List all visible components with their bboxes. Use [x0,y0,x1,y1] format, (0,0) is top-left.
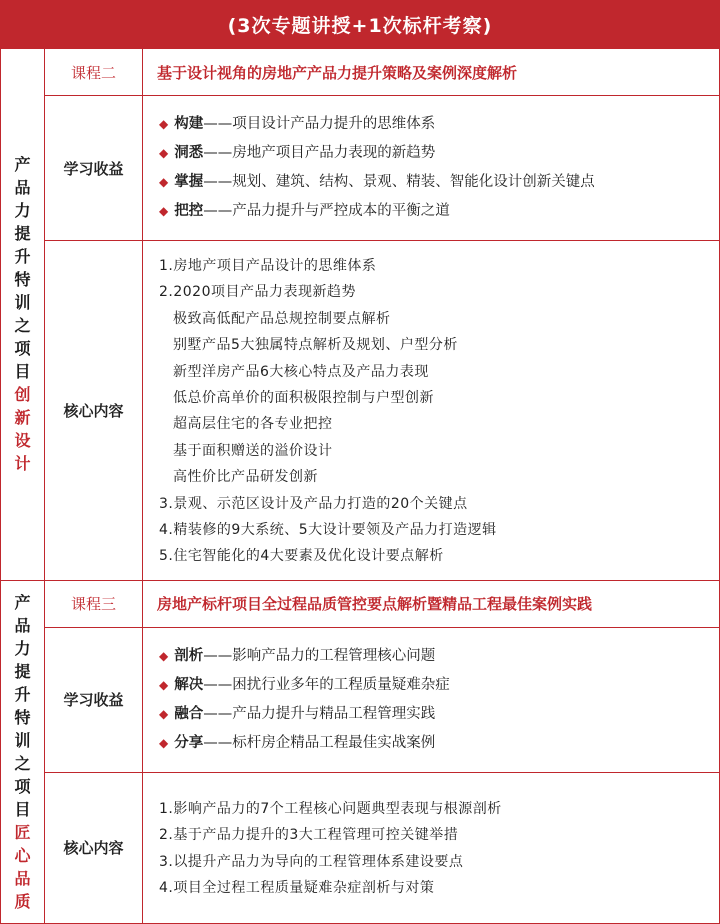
content-label-2: 核心内容 [45,772,143,923]
gain-text: ——产品力提升与严控成本的平衡之道 [203,203,450,219]
gain-item [159,197,705,226]
side-title-highlight-char: 创 [14,385,31,405]
gain-keyword: 剖析 [174,647,204,664]
content-line: 5.住宅智能化的4大要素及优化设计要点解析 [159,548,444,565]
gains-list-1 [143,96,720,241]
gains-label-2: 学习收益 [45,627,143,772]
gain-item [159,729,705,758]
side-title-char: 特 [14,270,31,290]
gain-text: ——规划、建筑、结构、景观、精装、智能化设计创新关键点 [203,174,595,190]
section-2-title-row [1,580,720,627]
side-title-highlight-char: 质 [14,891,31,911]
content-line: 4.项目全过程工程质量疑难杂症剖析与对策 [159,880,435,897]
course-3-label: 课程三 [45,580,143,627]
content-line: 别墅产品5大独属特点解析及规划、户型分析 [173,337,458,354]
diamond-bullet-icon: ◆ [159,175,169,189]
gains-label-1: 学习收益 [45,96,143,241]
diamond-bullet-icon: ◆ [159,735,169,750]
diamond-bullet-icon: ◆ [159,677,169,692]
side-title-char: 升 [14,247,31,267]
side-title-char: 品 [14,615,31,635]
side-title-char: 之 [14,316,31,336]
gain-keyword: 掌握 [174,174,204,190]
diamond-bullet-icon: ◆ [159,117,169,131]
section-2-gains-row [1,627,720,772]
gain-item [159,110,705,139]
side-title-char: 目 [14,799,31,819]
course-2-title: 基于设计视角的房地产产品力提升策略及案例深度解析 [143,49,720,96]
side-title-highlight-char: 品 [14,868,31,888]
header-title: (3次专题讲授+1次标杆考察) [227,14,493,37]
content-line: 超高层住宅的各专业把控 [173,416,333,433]
content-line: 低总价高单价的面积极限控制与户型创新 [173,390,434,407]
diamond-bullet-icon: ◆ [159,146,169,160]
side-title-highlight-char: 新 [14,408,31,428]
side-title-char: 力 [14,638,31,658]
page-header [0,0,720,48]
side-title-highlight-char: 心 [14,845,31,865]
gain-keyword: 把控 [174,203,204,219]
content-line: 3.以提升产品力为导向的工程管理体系建设要点 [159,853,464,870]
course-table [0,48,720,924]
side-title-char: 升 [14,684,31,704]
section-2-side-title [1,580,45,923]
side-title-highlight-char: 计 [14,454,31,474]
gain-text: ——影响产品力的工程管理核心问题 [203,647,436,664]
gain-text: ——项目设计产品力提升的思维体系 [203,116,436,132]
gain-text: ——困扰行业多年的工程质量疑难杂症 [203,676,450,693]
diamond-bullet-icon: ◆ [159,706,169,721]
content-line: 4.精装修的9大系统、5大设计要领及产品力打造逻辑 [159,522,497,539]
side-title-char: 训 [14,730,31,750]
side-title-char: 训 [14,293,31,313]
side-title-char: 提 [14,224,31,244]
gains-list-2 [143,627,720,772]
gain-text: ——房地产项目产品力表现的新趋势 [203,145,436,161]
content-list-2 [143,772,720,923]
diamond-bullet-icon: ◆ [159,648,169,663]
gain-keyword: 构建 [174,116,204,132]
diamond-bullet-icon: ◆ [159,204,169,218]
content-line: 1.房地产项目产品设计的思维体系 [159,258,377,274]
content-line: 3.景观、示范区设计及产品力打造的20个关键点 [159,495,468,512]
side-title-char: 项 [14,776,31,796]
content-line: 基于面积赠送的溢价设计 [173,442,333,459]
gain-item [159,139,705,168]
section-2-content-row [1,772,720,923]
section-1-content-row [1,241,720,581]
gain-text: ——产品力提升与精品工程管理实践 [203,705,436,722]
course-2-label: 课程二 [45,49,143,96]
gain-keyword: 分享 [174,734,204,751]
side-title-char: 品 [14,178,31,198]
gain-item [159,700,705,729]
side-title-char: 特 [14,707,31,727]
content-line: 1.影响产品力的7个工程核心问题典型表现与根源剖析 [159,801,502,818]
content-line: 新型洋房产品6大核心特点及产品力表现 [173,363,429,380]
section-1-side-title [1,49,45,581]
course-3-title: 房地产标杆项目全过程品质管控要点解析暨精品工程最佳案例实践 [143,580,720,627]
side-title-char: 之 [14,753,31,773]
content-line: 2.基于产品力提升的3大工程管理可控关键举措 [159,827,459,844]
gain-keyword: 解决 [174,676,204,693]
side-title-char: 力 [14,201,31,221]
side-title-highlight-char: 匠 [14,822,31,842]
side-title-char: 提 [14,661,31,681]
side-title-char: 目 [14,362,31,382]
content-line: 2.2020项目产品力表现新趋势 [159,284,356,301]
gain-item [159,671,705,700]
side-title-highlight-char: 设 [14,431,31,451]
side-title-char: 项 [14,339,31,359]
content-line: 高性价比产品研发创新 [173,469,318,486]
side-title-char: 产 [14,592,31,612]
content-list-1 [143,241,720,581]
gain-item [159,168,705,197]
side-title-char: 产 [14,155,31,175]
gain-item [159,642,705,671]
gain-keyword: 洞悉 [174,145,204,161]
content-label-1: 核心内容 [45,241,143,581]
gain-keyword: 融合 [174,705,204,722]
content-line: 极致高低配产品总规控制要点解析 [173,310,391,327]
section-1-gains-row [1,96,720,241]
section-1-title-row [1,49,720,96]
gain-text: ——标杆房企精品工程最佳实战案例 [203,734,436,751]
